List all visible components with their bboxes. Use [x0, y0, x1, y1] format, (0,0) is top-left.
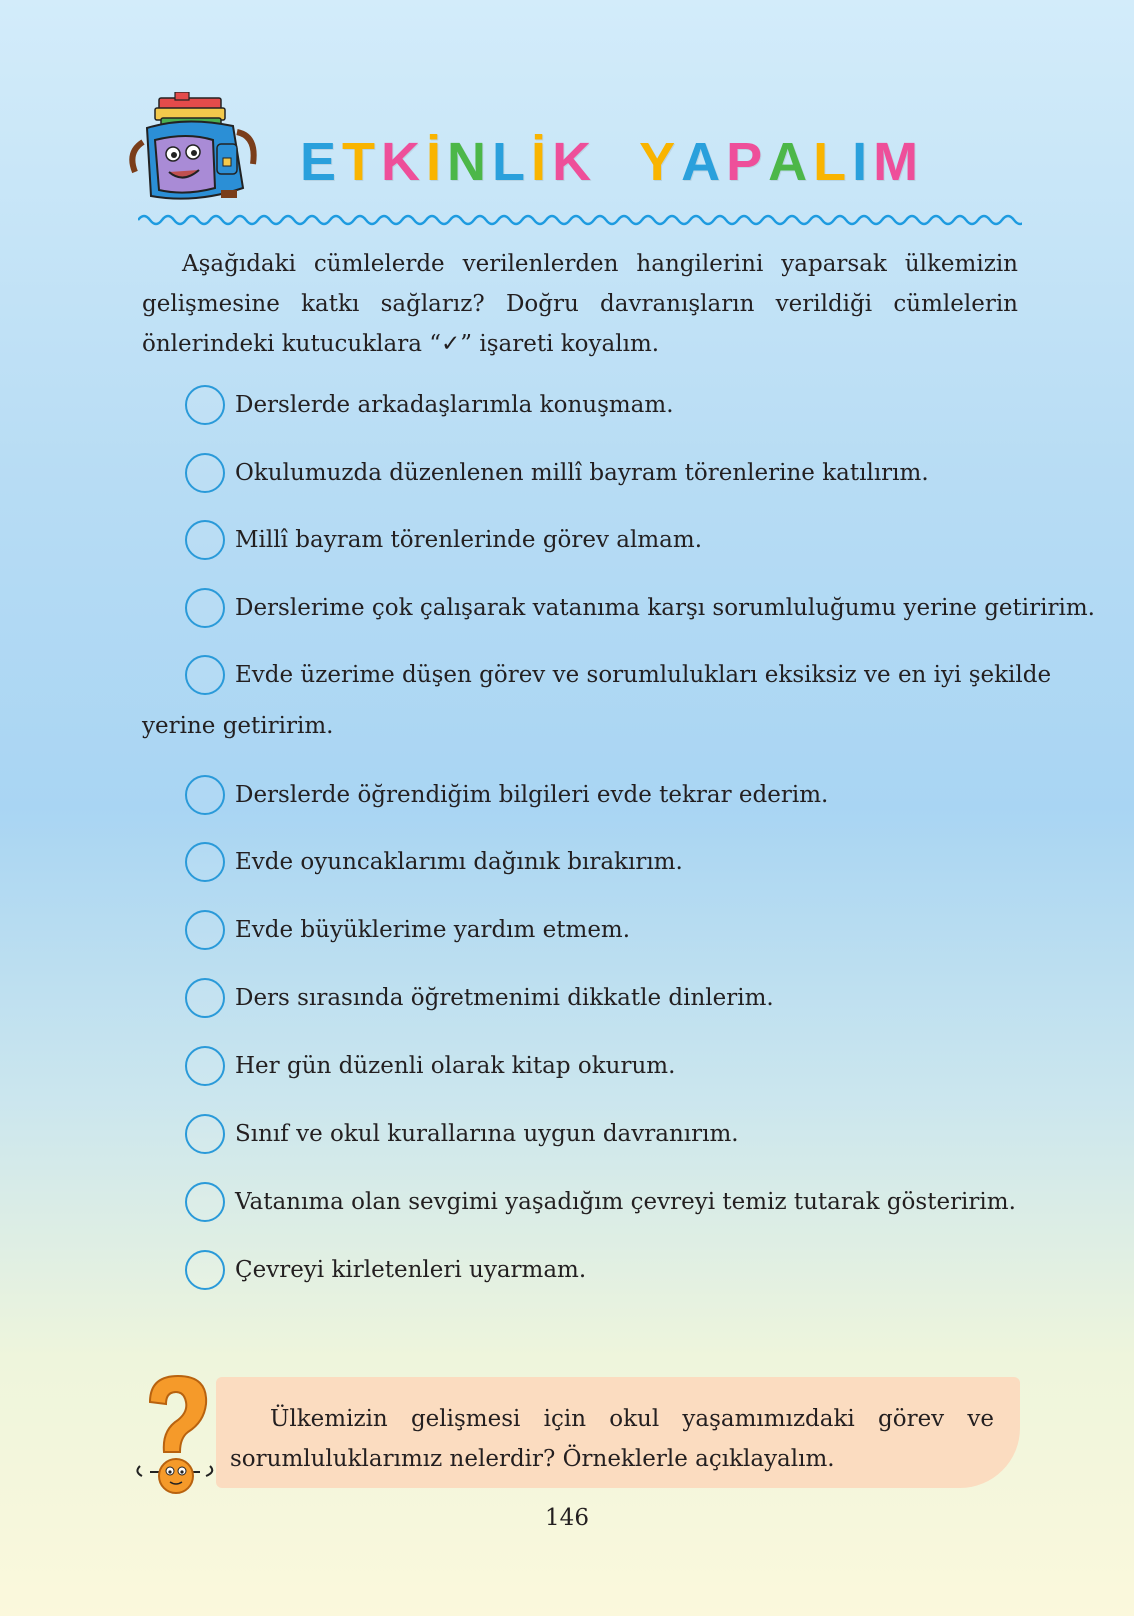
check-circle[interactable]: [185, 842, 225, 882]
check-circle[interactable]: [185, 1182, 225, 1222]
statement-item: [185, 383, 674, 427]
statement-continuation: yerine getiririm.: [142, 713, 334, 739]
discussion-question-text: Ülkemizin gelişmesi için okul yaşamımızdaki görev ve sorumluluklarımız nelerdir? Örneklerle açıklayalım.: [230, 1406, 994, 1472]
activity-title: [300, 130, 924, 194]
statement-item: [185, 1044, 675, 1088]
check-circle[interactable]: [185, 1250, 225, 1290]
statement-item: [185, 586, 1095, 630]
question-mark-icon: [136, 1372, 216, 1498]
title-letter: I: [852, 132, 874, 192]
statement-item: [185, 1112, 739, 1156]
title-letter: P: [726, 132, 769, 192]
check-circle[interactable]: [185, 1046, 225, 1086]
title-letter: E: [300, 132, 343, 192]
statement-text: Okulumuzda düzenlenen millî bayram törenlerine katılırım.: [235, 460, 929, 486]
statement-text: Her gün düzenli olarak kitap okurum.: [235, 1053, 676, 1079]
wave-divider: [138, 212, 1022, 228]
title-letter: Y: [639, 132, 682, 192]
check-circle[interactable]: [185, 775, 225, 815]
statement-text: Ders sırasında öğretmenimi dikkatle dinlerim.: [235, 985, 774, 1011]
check-circle[interactable]: [185, 655, 225, 695]
statement-item: [185, 1248, 586, 1292]
statement-text: Derslerde öğrendiğim bilgileri evde tekrar ederim.: [235, 782, 829, 808]
statement-text: Evde üzerime düşen görev ve sorumlulukları eksiksiz ve en iyi şekilde: [235, 662, 1052, 688]
title-letter: [597, 130, 639, 194]
check-circle[interactable]: [185, 978, 225, 1018]
statement-text: Vatanıma olan sevgimi yaşadığım çevreyi temiz tutarak gösteririm.: [235, 1189, 1016, 1215]
statement-text: Evde oyuncaklarımı dağınık bırakırım.: [235, 849, 683, 875]
title-letter: K: [552, 132, 598, 192]
statement-item: [185, 908, 630, 952]
statement-item: [185, 1180, 1016, 1224]
discussion-question-box: [216, 1377, 1020, 1488]
title-letter: M: [873, 132, 925, 192]
page-number: 146: [545, 1505, 589, 1531]
title-letter: L: [492, 132, 532, 192]
check-circle[interactable]: [185, 910, 225, 950]
statement-text: Derslerde arkadaşlarımla konuşmam.: [235, 392, 674, 418]
title-letter: L: [813, 132, 853, 192]
title-letter: T: [342, 132, 382, 192]
statement-item: [185, 773, 828, 817]
statement-text: Evde büyüklerime yardım etmem.: [235, 917, 631, 943]
statement-item: [185, 840, 683, 884]
title-letter: K: [381, 132, 427, 192]
statement-text: Sınıf ve okul kurallarına uygun davranırım.: [235, 1121, 739, 1147]
statement-text: Derslerime çok çalışarak vatanıma karşı sorumluluğumu yerine getiririm.: [235, 595, 1095, 621]
check-circle[interactable]: [185, 385, 225, 425]
statement-text: Çevreyi kirletenleri uyarmam.: [235, 1257, 587, 1283]
statement-item: [185, 451, 929, 495]
statement-item: [185, 976, 774, 1020]
check-circle[interactable]: [185, 453, 225, 493]
check-circle[interactable]: [185, 1114, 225, 1154]
title-letter: N: [447, 132, 493, 192]
check-circle[interactable]: [185, 520, 225, 560]
check-circle[interactable]: [185, 588, 225, 628]
statement-text: Millî bayram törenlerinde görev almam.: [235, 527, 703, 553]
backpack-mascot-icon: [125, 92, 265, 212]
statement-item: [185, 518, 702, 562]
title-letter: A: [768, 132, 814, 192]
statement-item: [185, 653, 1051, 697]
title-letter: A: [681, 132, 727, 192]
instructions-paragraph: Aşağıdaki cümlelerde verilenlerden hangilerini yaparsak ülkemizin gelişmesine katkı sağlarız? Doğru davranışların verildiği cümlelerin önlerindeki kutucuklara “✓” işareti koyalım.: [142, 251, 1018, 357]
title-letter: İ: [531, 132, 553, 192]
title-letter: İ: [426, 132, 448, 192]
